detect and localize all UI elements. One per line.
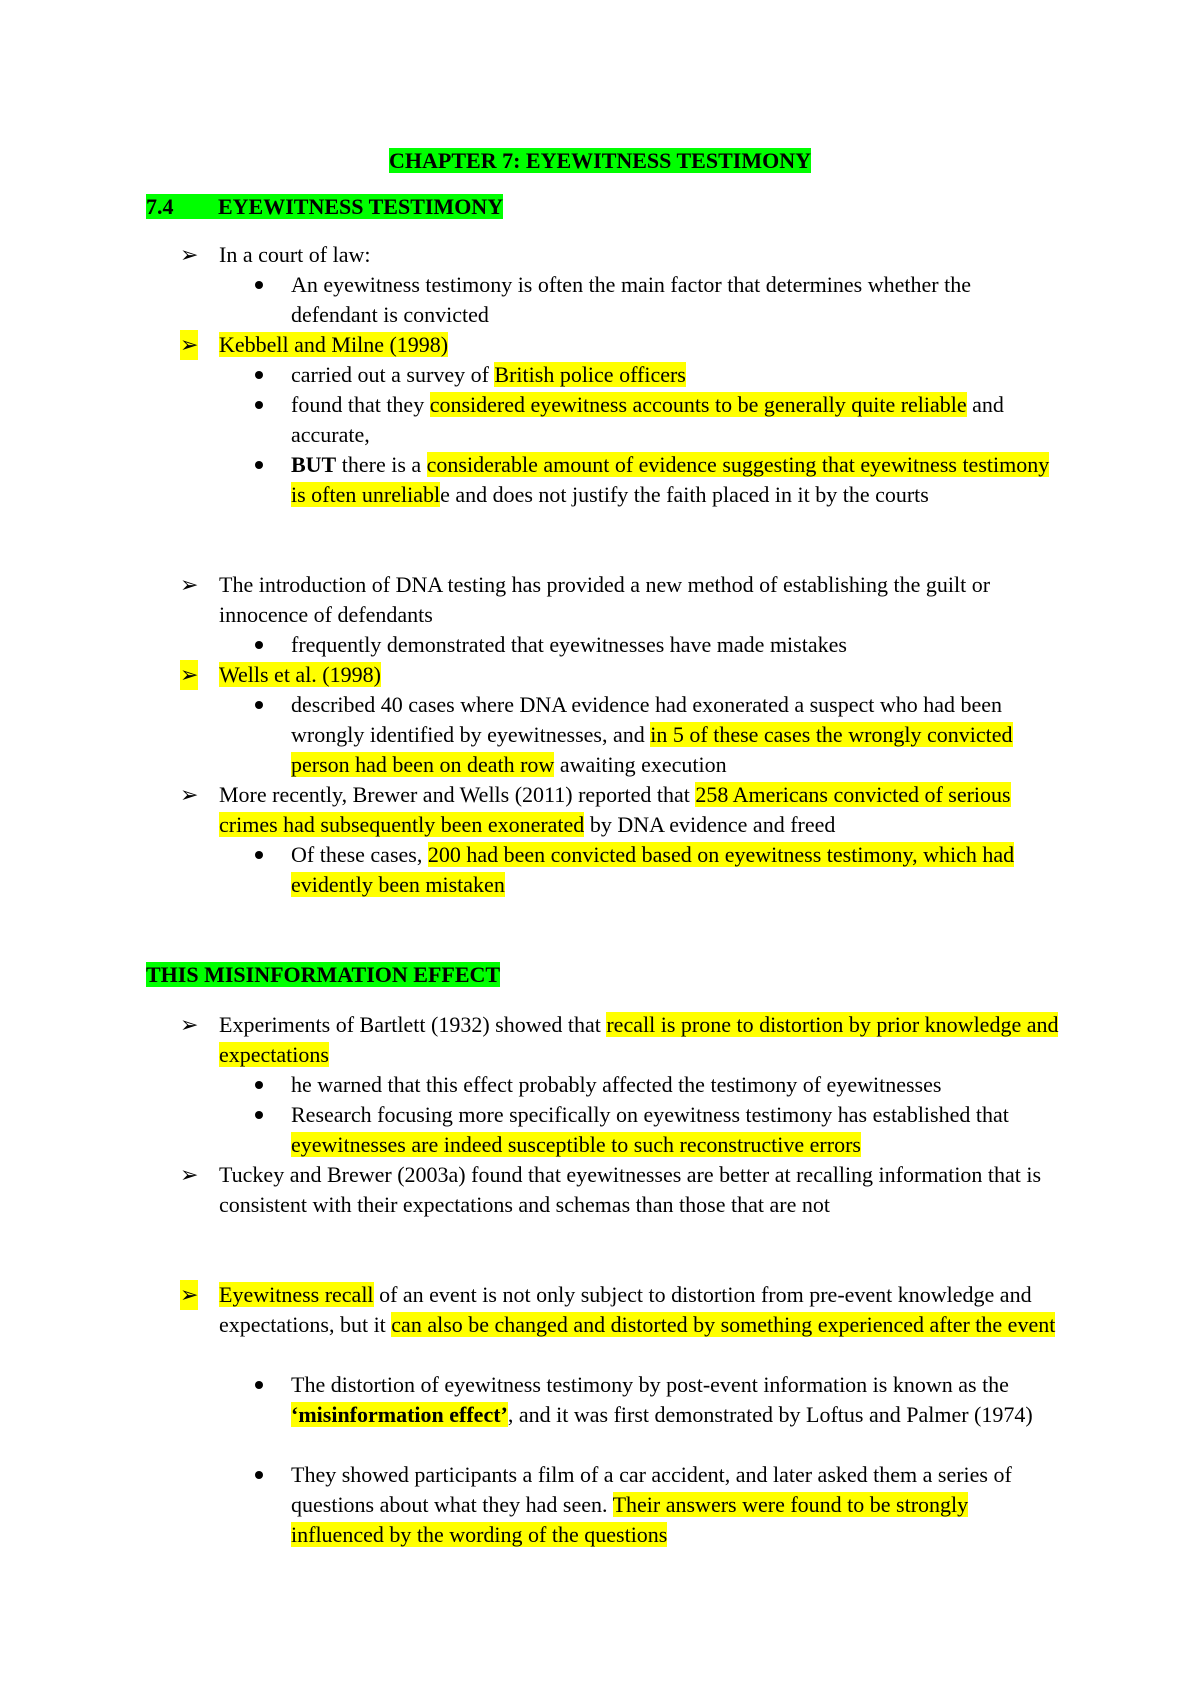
bullet-item: found that they considered eyewitness accounts to be generally quite reliable and accurate, <box>252 390 1062 450</box>
bullet-dot-icon <box>255 851 263 859</box>
arrow-item: ➢ Wells et al. (1998) <box>180 660 1060 690</box>
bullet-item: frequently demonstrated that eyewitnesses have made mistakes <box>252 630 1062 660</box>
bullet-dot-icon <box>255 1381 263 1389</box>
bullet-item: Of these cases, 200 had been convicted based on eyewitness testimony, which had evidently been mistaken <box>252 840 1062 900</box>
bullet-dot-icon <box>255 371 263 379</box>
bullet-dot-icon <box>255 461 263 469</box>
bullet-dot-icon <box>255 401 263 409</box>
bullet-item: he warned that this effect probably affected the testimony of eyewitnesses <box>252 1070 1062 1100</box>
arrow-bullet-icon: ➢ <box>180 782 199 807</box>
arrow-item: ➢ Kebbell and Milne (1998) <box>180 330 1060 360</box>
arrow-item: ➢ In a court of law: <box>180 240 1060 270</box>
section-heading-misinformation: THIS MISINFORMATION EFFECT <box>146 962 501 987</box>
bullet-dot-icon <box>255 281 263 289</box>
section-number: 7.4 <box>146 194 174 219</box>
arrow-bullet-icon: ➢ <box>180 1280 198 1310</box>
arrow-bullet-icon: ➢ <box>180 1012 199 1037</box>
section-heading-eyewitness <box>146 192 503 222</box>
arrow-item: ➢ Tuckey and Brewer (2003a) found that eyewitnesses are better at recalling information that is consistent with their expectations and schemas than those that are not <box>180 1162 1042 1217</box>
arrow-item: ➢ Experiments of Bartlett (1932) showed that recall is prone to distortion by prior knowledge and expectations <box>180 1012 1059 1067</box>
bullet-dot-icon <box>255 1471 263 1479</box>
bullet-item: carried out a survey of British police officers <box>252 360 1062 390</box>
arrow-bullet-icon: ➢ <box>180 330 198 360</box>
arrow-bullet-icon: ➢ <box>180 1162 199 1187</box>
arrow-item: ➢ Eyewitness recall of an event is not only subject to distortion from pre-event knowledge and expectations, but it can also be changed and distorted by something experienced after the event <box>180 1282 1056 1337</box>
bullet-item: The distortion of eyewitness testimony by post-event information is known as the ‘misinformation effect’, and it was first demonstrated by Loftus and Palmer (1974) <box>252 1370 1062 1430</box>
bullet-dot-icon <box>255 1111 263 1119</box>
arrow-bullet-icon: ➢ <box>180 660 198 690</box>
bullet-item: They showed participants a film of a car accident, and later asked them a series of questions about what they had seen. Their answers were found to be strongly influenced by the wording of the questions <box>252 1460 1062 1550</box>
bullet-dot-icon <box>255 641 263 649</box>
section-label: EYEWITNESS TESTIMONY <box>218 194 504 219</box>
bullet-item: described 40 cases where DNA evidence had exonerated a suspect who had been wrongly identified by eyewitnesses, and in 5 of these cases the wrongly convicted person had been on death row awaiting execution <box>252 690 1062 780</box>
arrow-bullet-icon: ➢ <box>180 242 199 267</box>
arrow-item: ➢ The introduction of DNA testing has provided a new method of establishing the guilt or innocence of defendants <box>180 572 991 627</box>
bullet-item: An eyewitness testimony is often the main factor that determines whether the defendant is convicted <box>252 270 1062 330</box>
bullet-item: Research focusing more specifically on eyewitness testimony has established that eyewitnesses are indeed susceptible to such reconstructive errors <box>252 1100 1062 1160</box>
chapter-title: CHAPTER 7: EYEWITNESS TESTIMONY <box>389 148 811 173</box>
arrow-bullet-icon: ➢ <box>180 572 199 597</box>
bullet-dot-icon <box>255 701 263 709</box>
arrow-item: ➢ More recently, Brewer and Wells (2011) reported that 258 Americans convicted of serious crimes had subsequently been exonerated by DNA evidence and freed <box>180 782 1011 837</box>
bullet-item: BUT there is a considerable amount of evidence suggesting that eyewitness testimony is often unreliable and does not justify the faith placed in it by the courts <box>252 450 1062 510</box>
bullet-dot-icon <box>255 1081 263 1089</box>
